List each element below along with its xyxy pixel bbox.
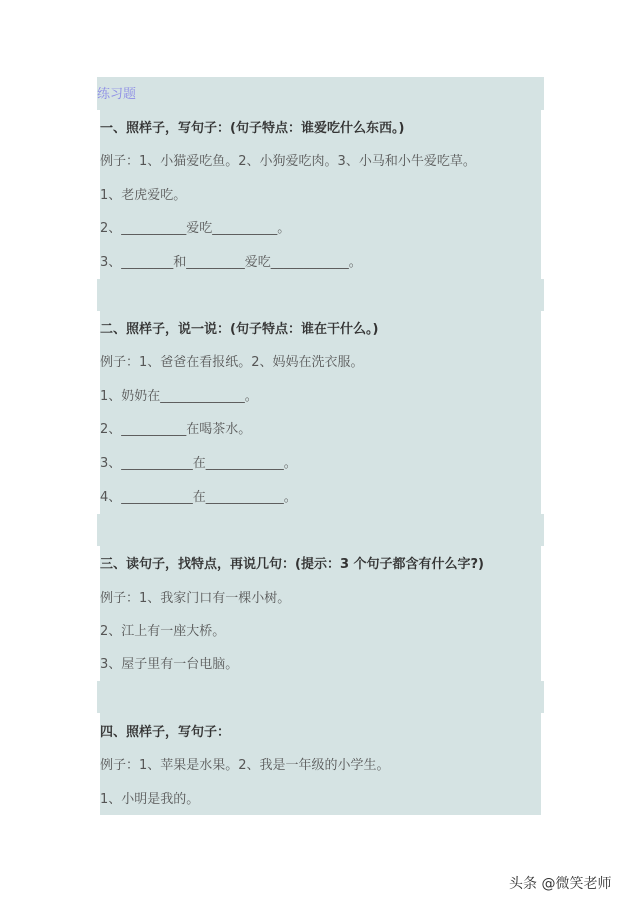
section-3-example: 例子：1、我家门口有一棵小树。 — [100, 591, 291, 606]
section-gap — [97, 279, 544, 311]
section-2-item: 1、奶奶在_____________。 — [100, 389, 258, 404]
section-1-example: 例子：1、小猫爱吃鱼。2、小狗爱吃肉。3、小马和小牛爱吃草。 — [100, 154, 476, 169]
section-gap — [97, 681, 544, 713]
section-3-heading: 三、读句子，找特点，再说几句：(提示：3 个句子都含有什么字?) — [100, 557, 484, 572]
section-4-example: 例子：1、苹果是水果。2、我是一年级的小学生。 — [100, 758, 390, 773]
section-2-item: 3、___________在____________。 — [100, 456, 297, 471]
section-2-item: 4、___________在____________。 — [100, 490, 297, 505]
section-1-heading: 一、照样子，写句子：(句子特点：谁爱吃什么东西。) — [100, 121, 405, 136]
section-2-heading: 二、照样子，说一说：(句子特点：谁在干什么。) — [100, 322, 379, 337]
section-4-heading: 四、照样子，写句子： — [100, 725, 231, 740]
watermark: 头条 @微笑老师 — [509, 876, 612, 892]
section-1-item: 3、________和_________爱吃____________。 — [100, 255, 362, 270]
section-1-item: 1、老虎爱吃。 — [100, 188, 187, 203]
doc-title[interactable]: 练习题 — [97, 87, 137, 102]
section-gap — [97, 514, 544, 546]
section-3-item: 3、屋子里有一台电脑。 — [100, 657, 239, 672]
section-4-item: 1、小明是我的。 — [100, 792, 200, 807]
title-band — [97, 77, 544, 110]
section-2-item: 2、__________在喝茶水。 — [100, 422, 252, 437]
section-1-item: 2、__________爱吃__________。 — [100, 221, 291, 236]
section-2-example: 例子：1、爸爸在看报纸。2、妈妈在洗衣服。 — [100, 355, 364, 370]
section-3-item: 2、江上有一座大桥。 — [100, 624, 226, 639]
